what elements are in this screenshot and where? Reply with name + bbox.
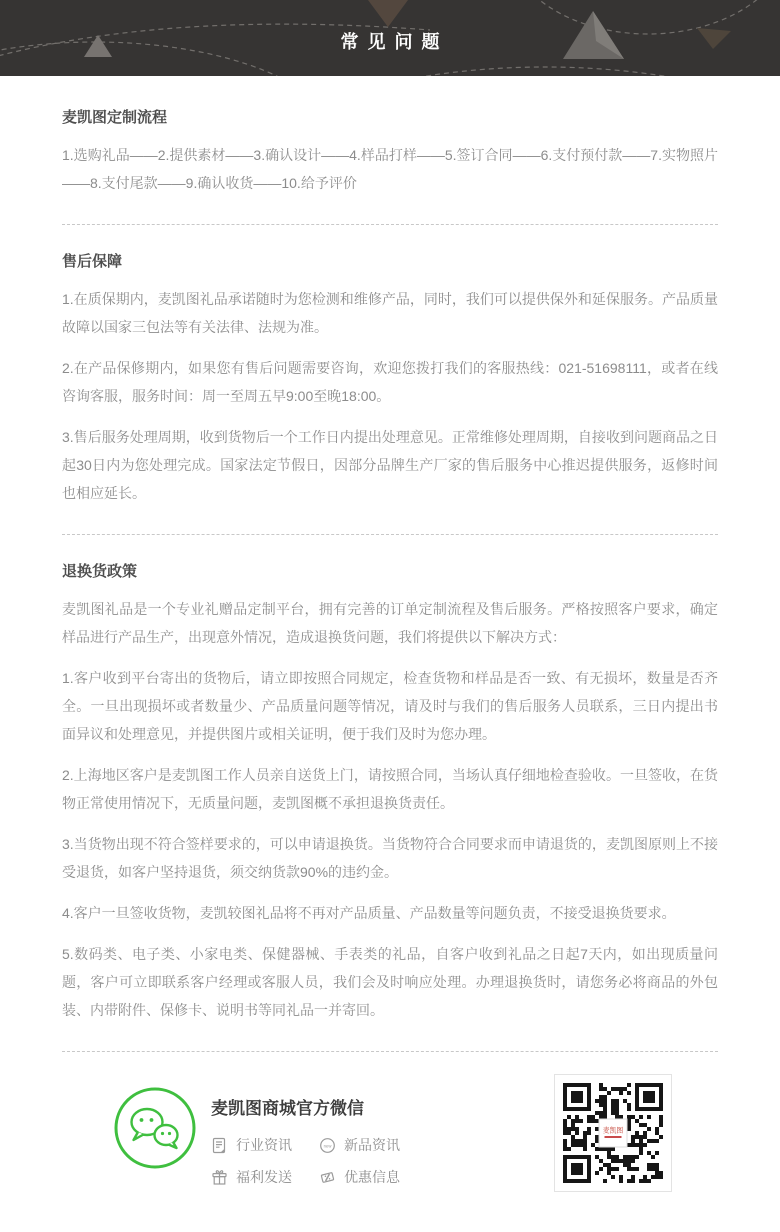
feature-label: 优惠信息 [344, 1169, 400, 1185]
section-heading: 售后保障 [62, 253, 123, 270]
gift-icon [211, 1169, 228, 1186]
feature-discount-info [319, 1167, 511, 1187]
wechat-info [211, 1094, 511, 1187]
wechat-icon [113, 1086, 197, 1170]
page-header [0, 0, 780, 76]
feature-new-products [319, 1135, 511, 1155]
feature-label: 福利发送 [236, 1169, 292, 1185]
wechat-account-title: 麦凯图商城官方微信 [211, 1099, 364, 1118]
section-after-sales [62, 225, 718, 507]
feature-label: 新品资讯 [344, 1137, 400, 1153]
feature-industry-news [211, 1135, 319, 1155]
section-return-policy [62, 535, 718, 1024]
dashed-divider [62, 1051, 718, 1052]
news-doc-icon [211, 1137, 228, 1154]
paragraph: 2.上海地区客户是麦凯图工作人员亲自送货上门，请按照合同，当场认真仔细地检查验收。一旦签收，在货物正常使用情况下，无质量问题，麦凯图概不承担退换货责任。 [62, 767, 718, 811]
process-steps-text: 1.选购礼品——2.提供素材——3.确认设计——4.样品打样——5.签订合同——6.支付预付款——7.实物照片——8.支付尾款——9.确认收货——10.给予评价 [62, 147, 718, 191]
wechat-footer [0, 1072, 780, 1232]
section-heading: 麦凯图定制流程 [62, 109, 168, 126]
qr-code-image [563, 1083, 663, 1183]
paragraph-hotline: 2.在产品保修期内，如果您有售后问题需要咨询，欢迎您拨打我们的客服热线：021-51698111，或者在线咨询客服，服务时间：周一至周五早9:00至晚18:00。 [62, 360, 718, 404]
wechat-feature-grid [211, 1135, 511, 1187]
paragraph: 3.当货物出现不符合签样要求的，可以申请退换货。当货物符合合同要求而申请退货的，麦凯图原则上不接受退货，如客户坚持退货，须交纳货款90%的违约金。 [62, 836, 718, 880]
page-title: 常见问题 [340, 32, 449, 52]
feature-label: 行业资讯 [236, 1137, 292, 1153]
feature-benefits [211, 1167, 319, 1187]
qr-code [554, 1074, 672, 1192]
section-heading: 退换货政策 [62, 563, 138, 580]
main-content [0, 76, 780, 1052]
svg-text:麦凯图: 麦凯图 [602, 1127, 624, 1135]
paragraph: 1.在质保期内，麦凯图礼品承诺随时为您检测和维修产品，同时，我们可以提供保外和延保服务。产品质量故障以国家三包法等有关法律、法规为准。 [62, 291, 718, 335]
paragraph-intro: 麦凯图礼品是一个专业礼赠品定制平台，拥有完善的订单定制流程及售后服务。严格按照客户要求，确定样品进行产品生产，出现意外情况，造成退换货问题，我们将提供以下解决方式： [62, 601, 718, 645]
coupon-icon [319, 1169, 336, 1186]
section-custom-process [62, 76, 718, 197]
paragraph: 4.客户一旦签收货物，麦凯较图礼品将不再对产品质量、产品数量等问题负责，不接受退换货要求。 [62, 905, 676, 921]
paragraph: 3.售后服务处理周期，收到货物后一个工作日内提出处理意见。正常维修处理周期，自接收到问题商品之日起30日内为您处理完成。国家法定节假日，因部分品牌生产厂家的售后服务中心推迟提供服务，返修时间也相应延长。 [62, 429, 718, 501]
svg-text:new: new [323, 1142, 332, 1148]
paragraph: 1.客户收到平台寄出的货物后，请立即按照合同规定，检查货物和样品是否一致、有无损坏，数量是否齐全。一旦出现损坏或者数量少、产品质量问题等情况，请及时与我们的售后服务人员联系，三日内提出书面异议和处理意见，并提供图片或相关证明，便于我们及时为您办理。 [62, 670, 718, 742]
new-badge-icon [319, 1137, 336, 1154]
paragraph: 5.数码类、电子类、小家电类、保健器械、手表类的礼品，自客户收到礼品之日起7天内，如出现质量问题，客户可立即联系客户经理或客服人员，我们会及时响应处理。办理退换货时，请您务必将商品的外包装、内带附件、保修卡、说明书等同礼品一并寄回。 [62, 946, 718, 1018]
